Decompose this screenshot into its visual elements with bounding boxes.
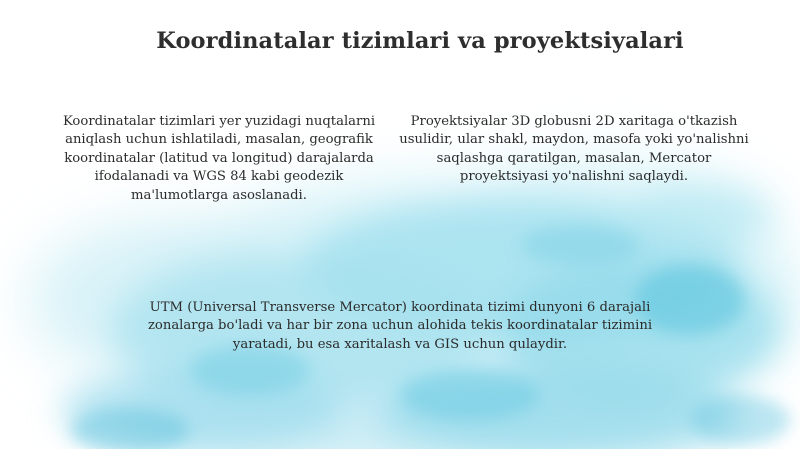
paragraph-coordinate-systems: Koordinatalar tizimlari yer yuzidagi nuqtalarni aniqlash uchun ishlatiladi, masalan, geografik koordinatalar (latitud va longitud) darajalarda ifodalanadi va WGS 84 kabi geodezik ma'lumotlarga asoslanadi. — [62, 114, 376, 203]
paragraph-projections: Proyektsiyalar 3D globusni 2D xaritaga o'tkazish usulidir, ular shakl, maydon, masofa yoki yo'nalishni saqlashga qaratilgan, masalan, Mercator proyektsiyasi yo'nalishni saqlaydi. — [399, 114, 749, 185]
paragraph-utm: UTM (Universal Transverse Mercator) koordinata tizimi dunyoni 6 darajali zonalarga bo'ladi va har bir zona uchun alohida tekis koordinatalar tizimini yaratadi, bu esa xaritalash va GIS uchun qulaydir. — [147, 300, 653, 352]
slide-title: Koordinatalar tizimlari va proyektsiyalari — [156, 28, 684, 54]
